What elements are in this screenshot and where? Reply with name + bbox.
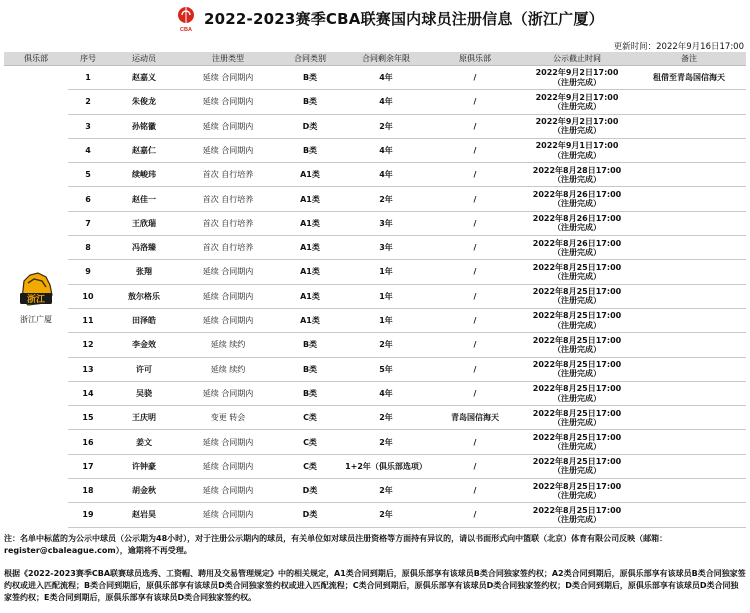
registration-type: 首次 自行培养 [180,163,276,187]
contract-type: B类 [276,138,344,162]
player-name: 许可 [108,357,180,381]
original-club: / [428,187,522,211]
table-row [4,90,746,114]
original-club: / [428,90,522,114]
deadline-time: 2022年9月1日17:00 [535,141,619,151]
column-header: 备注 [632,52,746,66]
contract-type: A1类 [276,163,344,187]
deadline-time: 2022年8月26日17:00 [532,189,622,199]
deadline-time: 2022年8月25日17:00 [532,408,622,418]
remark [632,163,746,187]
player-name: 姜文 [108,430,180,454]
deadline-time: 2022年8月25日17:00 [532,481,622,491]
deadline-time: 2022年8月25日17:00 [532,432,622,442]
column-header: 序号 [68,52,108,66]
original-club: / [428,163,522,187]
registration-type: 首次 自行培养 [180,187,276,211]
row-number: 18 [68,479,108,503]
registration-type: 延续 合同期内 [180,114,276,138]
contract-type: A1类 [276,284,344,308]
registration-type: 延续 合同期内 [180,138,276,162]
row-number: 6 [68,187,108,211]
contract-years-remaining: 2年 [344,114,428,138]
column-header: 合同剩余年限 [344,52,428,66]
contract-type: B类 [276,90,344,114]
contract-years-remaining: 4年 [344,66,428,90]
contract-years-remaining: 4年 [344,138,428,162]
remark [632,187,746,211]
deadline-status: （注册完成） [553,442,601,452]
contract-years-remaining: 4年 [344,163,428,187]
remark: 租借至青岛国信海天 [632,66,746,90]
column-header: 原俱乐部 [428,52,522,66]
table-header-row [4,52,746,66]
row-number: 17 [68,454,108,478]
player-name: 冯洛臻 [108,236,180,260]
deadline-time: 2022年8月25日17:00 [532,287,622,297]
contract-years-remaining: 2年 [344,503,428,527]
page-header [0,0,750,38]
deadline-status: （注册完成） [553,126,601,136]
row-number: 14 [68,381,108,405]
original-club: / [428,333,522,357]
contract-years-remaining: 1+2年（俱乐部选项） [344,454,428,478]
table-row [4,236,746,260]
publicity-deadline [522,406,632,430]
contract-years-remaining: 2年 [344,479,428,503]
table-row [4,163,746,187]
table-row [4,381,746,405]
deadline-status: （注册完成） [553,199,601,209]
deadline-time: 2022年9月2日17:00 [535,68,619,78]
contract-years-remaining: 2年 [344,187,428,211]
player-name: 李金效 [108,333,180,357]
page-title: 2022-2023赛季CBA联赛国内球员注册信息（浙江广厦） [204,10,604,28]
remark [632,236,746,260]
publicity-deadline [522,333,632,357]
player-name: 赵嘉仁 [108,138,180,162]
original-club: / [428,211,522,235]
update-time: 更新时间：2022年9月16日17:00 [613,42,744,52]
publicity-deadline [522,308,632,332]
registration-type: 首次 自行培养 [180,236,276,260]
club-logo-text: 浙江 [26,294,46,305]
remark [632,333,746,357]
contract-type: A1类 [276,187,344,211]
row-number: 5 [68,163,108,187]
deadline-time: 2022年8月28日17:00 [532,165,622,175]
column-header: 公示截止时间 [522,52,632,66]
remark [632,114,746,138]
table-row [4,114,746,138]
original-club: / [428,479,522,503]
table-row [4,284,746,308]
publicity-deadline [522,479,632,503]
deadline-status: （注册完成） [553,296,601,306]
registration-type: 首次 自行培养 [180,211,276,235]
publicity-deadline [522,454,632,478]
row-number: 15 [68,406,108,430]
publicity-deadline [522,357,632,381]
contract-type: B类 [276,333,344,357]
original-club: / [428,454,522,478]
deadline-status: （注册完成） [553,344,601,354]
registration-type: 延续 合同期内 [180,308,276,332]
deadline-status: （注册完成） [553,77,601,87]
table-row [4,479,746,503]
cba-logo-icon [174,5,198,33]
remark [632,381,746,405]
remark [632,211,746,235]
contract-type: A1类 [276,308,344,332]
contract-years-remaining: 2年 [344,406,428,430]
remark [632,454,746,478]
contract-years-remaining: 1年 [344,260,428,284]
table-row [4,138,746,162]
registration-type: 变更 转会 [180,406,276,430]
row-number: 3 [68,114,108,138]
table-row [4,308,746,332]
deadline-time: 2022年9月2日17:00 [535,117,619,127]
contract-type: D类 [276,479,344,503]
player-name: 王庆明 [108,406,180,430]
publicity-deadline [522,66,632,90]
deadline-status: （注册完成） [553,150,601,160]
row-number: 2 [68,90,108,114]
original-club: / [428,357,522,381]
player-registration-table [4,52,746,528]
publicity-deadline [522,114,632,138]
player-name: 许钟豪 [108,454,180,478]
row-number: 7 [68,211,108,235]
player-name: 胡金秋 [108,479,180,503]
publicity-deadline [522,236,632,260]
remark [632,430,746,454]
player-name: 赵嘉义 [108,66,180,90]
original-club: / [428,66,522,90]
table-row [4,503,746,527]
original-club: / [428,308,522,332]
contract-years-remaining: 2年 [344,430,428,454]
contract-years-remaining: 1年 [344,308,428,332]
table-row [4,187,746,211]
contract-years-remaining: 1年 [344,284,428,308]
publicity-deadline [522,381,632,405]
row-number: 4 [68,138,108,162]
remark [632,406,746,430]
remark [632,284,746,308]
remark [632,357,746,381]
deadline-time: 2022年8月25日17:00 [532,505,622,515]
footnote-publicity: 注：名单中标蓝的为公示中球员（公示期为48小时），对于注册公示期内的球员，有关单位如对球员注册资格等方面持有异议的，请以书面形式向中篮联（北京）体育有限公司反映（邮箱：register@cbaleague.com），逾期将不再受理。 [4,534,668,555]
row-number: 10 [68,284,108,308]
player-name: 朱俊龙 [108,90,180,114]
remark [632,90,746,114]
publicity-deadline [522,211,632,235]
registration-type: 延续 合同期内 [180,260,276,284]
registration-type: 延续 合同期内 [180,503,276,527]
table-row [4,211,746,235]
table-row [4,430,746,454]
contract-years-remaining: 3年 [344,236,428,260]
table-row [4,66,746,90]
deadline-status: （注册完成） [553,101,601,111]
remark [632,138,746,162]
contract-years-remaining: 3年 [344,211,428,235]
contract-years-remaining: 5年 [344,357,428,381]
original-club: / [428,284,522,308]
publicity-deadline [522,503,632,527]
registration-type: 延续 合同期内 [180,454,276,478]
publicity-deadline [522,90,632,114]
club-cell [4,66,68,528]
table-body [4,66,746,528]
row-number: 19 [68,503,108,527]
club-name: 浙江广厦 [20,314,52,324]
player-name: 续峻玮 [108,163,180,187]
original-club: / [428,138,522,162]
deadline-time: 2022年8月25日17:00 [532,360,622,370]
column-header: 注册类型 [180,52,276,66]
contract-type: A1类 [276,260,344,284]
deadline-status: （注册完成） [553,466,601,476]
table-row [4,357,746,381]
remark [632,308,746,332]
player-name: 敖尔格乐 [108,284,180,308]
contract-years-remaining: 2年 [344,333,428,357]
deadline-time: 2022年8月25日17:00 [532,311,622,321]
row-number: 8 [68,236,108,260]
deadline-status: （注册完成） [553,247,601,257]
row-number: 12 [68,333,108,357]
player-name: 赵岩昊 [108,503,180,527]
registration-type: 延续 合同期内 [180,90,276,114]
contract-type: A1类 [276,211,344,235]
registration-type: 延续 续约 [180,333,276,357]
remark [632,479,746,503]
publicity-deadline [522,163,632,187]
deadline-time: 2022年8月26日17:00 [532,238,622,248]
column-header: 合同类别 [276,52,344,66]
publicity-deadline [522,260,632,284]
player-name: 王欣瑞 [108,211,180,235]
table-row [4,260,746,284]
deadline-status: （注册完成） [553,369,601,379]
footnote-contract-rules: 根据《2022-2023赛季CBA联赛球员选秀、工资帽、聘用及交易管理规定》中的相关规定，A1类合同到期后，原俱乐部享有该球员B类合同独家签约权；A2类合同到期后，原俱乐部享有该球员B类合同独家签约权或进入匹配流程；B类合同到期后，原俱乐部享有该球员D类合同独家签约权或进入匹配流程；C类合同到期后，原俱乐部享有该球员D类合同独家签约权；D类合同到期后，原俱乐部享有该球员D类合同独家签约权；E类合同到期后，原俱乐部享有该球员D类合同独家签约权。 [4,569,746,602]
remark [632,260,746,284]
deadline-time: 2022年8月25日17:00 [532,384,622,394]
player-name: 张翔 [108,260,180,284]
deadline-status: （注册完成） [553,417,601,427]
row-number: 9 [68,260,108,284]
player-name: 吴骁 [108,381,180,405]
deadline-status: （注册完成） [553,174,601,184]
deadline-status: （注册完成） [553,393,601,403]
original-club: / [428,236,522,260]
deadline-status: （注册完成） [553,320,601,330]
column-header: 俱乐部 [4,52,68,66]
player-name: 赵佳一 [108,187,180,211]
original-club: / [428,260,522,284]
logo-text: CBA [180,27,192,33]
row-number: 1 [68,66,108,90]
player-name: 孙铭徽 [108,114,180,138]
original-club: 青岛国信海天 [428,406,522,430]
row-number: 11 [68,308,108,332]
deadline-time: 2022年9月2日17:00 [535,92,619,102]
contract-years-remaining: 4年 [344,381,428,405]
original-club: / [428,381,522,405]
remark [632,503,746,527]
contract-type: A1类 [276,236,344,260]
deadline-time: 2022年8月25日17:00 [532,457,622,467]
original-club: / [428,503,522,527]
contract-type: C类 [276,406,344,430]
contract-type: B类 [276,357,344,381]
registration-type: 延续 合同期内 [180,284,276,308]
contract-type: C类 [276,454,344,478]
publicity-deadline [522,187,632,211]
contract-type: B类 [276,66,344,90]
table-row [4,333,746,357]
table-row [4,454,746,478]
contract-type: D类 [276,114,344,138]
zhejiang-guangsha-logo-icon [14,269,58,313]
row-number: 13 [68,357,108,381]
deadline-status: （注册完成） [553,514,601,524]
contract-years-remaining: 4年 [344,90,428,114]
contract-type: D类 [276,503,344,527]
registration-type: 延续 合同期内 [180,381,276,405]
original-club: / [428,430,522,454]
row-number: 16 [68,430,108,454]
registration-type: 延续 合同期内 [180,66,276,90]
original-club: / [428,114,522,138]
table-row [4,406,746,430]
publicity-deadline [522,138,632,162]
column-header: 运动员 [108,52,180,66]
deadline-time: 2022年8月25日17:00 [532,335,622,345]
deadline-status: （注册完成） [553,490,601,500]
contract-type: C类 [276,430,344,454]
registration-type: 延续 续约 [180,357,276,381]
player-name: 田泽皓 [108,308,180,332]
registration-type: 延续 合同期内 [180,430,276,454]
registration-type: 延续 合同期内 [180,479,276,503]
contract-type: B类 [276,381,344,405]
deadline-status: （注册完成） [553,223,601,233]
deadline-time: 2022年8月25日17:00 [532,262,622,272]
deadline-status: （注册完成） [553,272,601,282]
publicity-deadline [522,284,632,308]
publicity-deadline [522,430,632,454]
deadline-time: 2022年8月26日17:00 [532,214,622,224]
